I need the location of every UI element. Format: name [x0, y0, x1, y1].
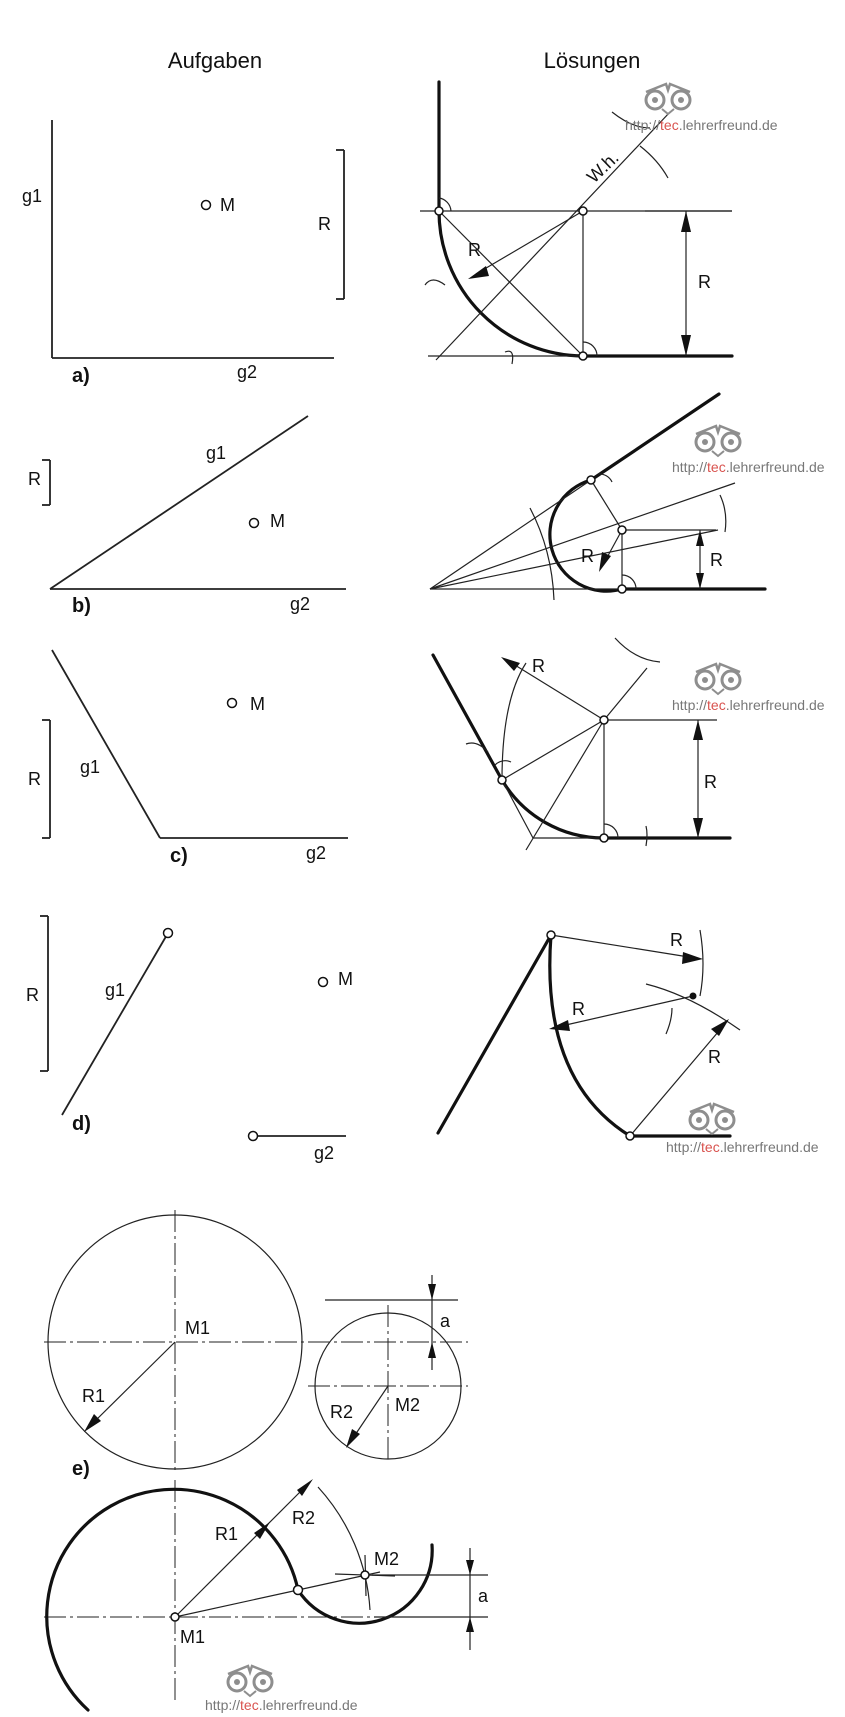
- task-c: [28, 650, 348, 867]
- label-m: M: [338, 969, 353, 989]
- solution-e-label-m1: M1: [180, 1627, 206, 1647]
- watermark-url: http://tec.lehrerfreund.de: [625, 117, 778, 133]
- label-r: R: [28, 469, 41, 489]
- label-r2: R2: [330, 1402, 354, 1422]
- solution-c: [433, 638, 825, 850]
- solution-a: [420, 82, 778, 364]
- watermark-url: http://tec.lehrerfreund.de: [672, 459, 825, 475]
- watermark-logo-icon: [696, 664, 740, 694]
- task-b: [28, 416, 346, 617]
- label-g1: g1: [80, 757, 101, 777]
- solution-d-radius-label-3: R: [708, 1047, 721, 1067]
- task-tag-b: b): [72, 595, 91, 617]
- watermark-url: http://tec.lehrerfreund.de: [666, 1139, 819, 1155]
- watermark-logo-icon: [690, 1104, 734, 1134]
- task-tag-c: c): [170, 845, 188, 867]
- task-d: [26, 916, 353, 1163]
- label-g2: g2: [314, 1143, 335, 1163]
- label-r: R: [318, 214, 331, 234]
- task-a: [22, 120, 344, 387]
- solution-e-label-r2: R2: [292, 1508, 316, 1528]
- label-m: M: [270, 511, 285, 531]
- center-point-m: [202, 201, 211, 210]
- solution-d-radius-label-1: R: [670, 930, 683, 950]
- solution-b: [430, 394, 825, 600]
- label-a: a: [440, 1311, 451, 1331]
- label-r: R: [26, 985, 39, 1005]
- solution-c-radius-label: R: [532, 656, 545, 676]
- solution-b-dimension-label: R: [710, 550, 723, 570]
- solution-e: [44, 1479, 489, 1713]
- label-g2: g2: [306, 843, 327, 863]
- watermark-logo-icon: [646, 84, 690, 114]
- solution-b-radius-label: R: [581, 546, 594, 566]
- label-g1: g1: [105, 980, 126, 1000]
- solution-e-label-m2: M2: [374, 1549, 400, 1569]
- solution-a-bisector-label: W.h.: [582, 147, 623, 187]
- task-e: [44, 1210, 468, 1480]
- watermark-url: http://tec.lehrerfreund.de: [205, 1697, 358, 1713]
- solution-d: [438, 930, 819, 1155]
- label-g2: g2: [290, 594, 311, 614]
- solution-c-dimension-label: R: [704, 772, 717, 792]
- label-g1: g1: [22, 186, 43, 206]
- label-m: M: [220, 195, 235, 215]
- label-m2: M2: [395, 1395, 421, 1415]
- task-tag-a: a): [72, 365, 90, 387]
- watermark-url: http://tec.lehrerfreund.de: [672, 697, 825, 713]
- label-g1: g1: [206, 443, 227, 463]
- solution-e-label-a: a: [478, 1586, 489, 1606]
- tasks-header: Aufgaben: [167, 48, 263, 73]
- task-tag-e: e): [72, 1458, 90, 1480]
- watermark-logo-icon: [696, 426, 740, 456]
- solution-a-dimension-label: R: [698, 272, 711, 292]
- label-g2: g2: [237, 362, 258, 382]
- solution-d-radius-label-2: R: [572, 999, 585, 1019]
- watermark-logo-icon: [228, 1666, 272, 1696]
- label-r: R: [28, 769, 41, 789]
- task-tag-d: d): [72, 1113, 91, 1135]
- label-m: M: [250, 694, 265, 714]
- solution-a-radius-label: R: [468, 240, 481, 260]
- solution-e-label-r1: R1: [215, 1524, 239, 1544]
- label-m1: M1: [185, 1318, 211, 1338]
- label-r1: R1: [82, 1386, 106, 1406]
- solutions-header: Lösungen: [543, 48, 641, 73]
